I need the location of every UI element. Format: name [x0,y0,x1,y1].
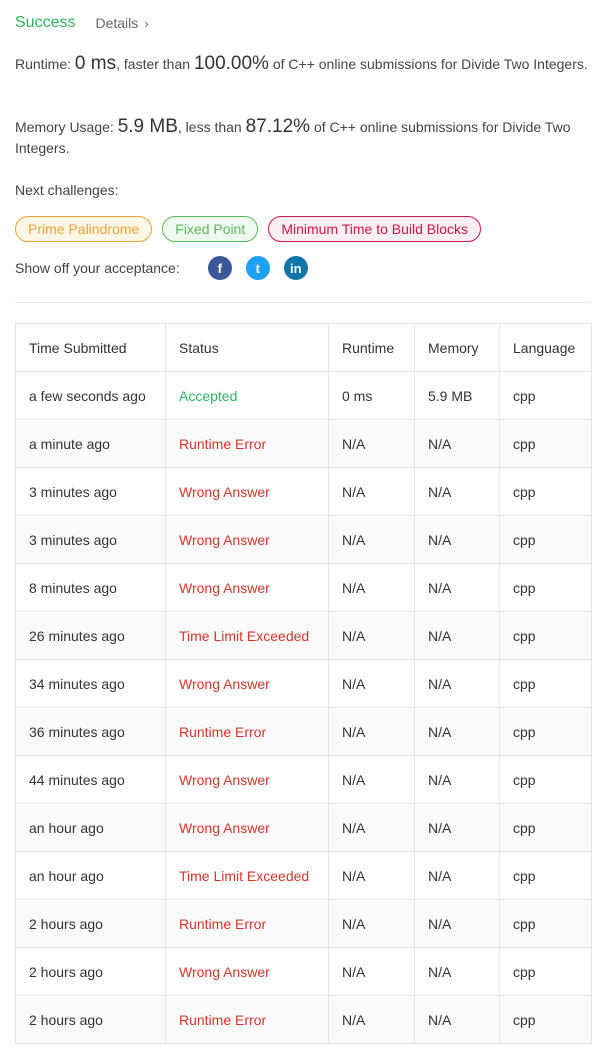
challenge-chip-prime-palindrome[interactable]: Prime Palindrome [15,216,152,242]
success-status: Success [15,14,76,31]
memory-cell: 5.9 MB [415,372,500,420]
language-cell: cpp [500,852,592,900]
runtime-cell: 0 ms [329,372,415,420]
header-language: Language [500,324,592,372]
language-cell: cpp [500,996,592,1044]
status-cell[interactable]: Runtime Error [166,996,329,1044]
share-icons [208,256,308,280]
next-challenges-list [15,216,481,242]
table-row [16,708,592,756]
memory-percent: 87.12% [245,116,311,137]
time-cell: a few seconds ago [16,372,166,420]
next-challenges-label: Next challenges: [15,182,119,198]
table-row [16,900,592,948]
linkedin-icon[interactable]: in [284,256,308,280]
status-cell[interactable]: Time Limit Exceeded [166,852,329,900]
runtime-cell: N/A [329,420,415,468]
status-cell[interactable]: Runtime Error [166,708,329,756]
runtime-tail: of C++ online submissions for Divide Two Integers. [268,56,588,72]
memory-tail: of C++ online submissions for Divide Two Integers. [15,119,571,156]
status-cell[interactable]: Wrong Answer [166,948,329,996]
runtime-cell: N/A [329,564,415,612]
language-cell: cpp [500,468,592,516]
memory-cell: N/A [415,996,500,1044]
table-row [16,804,592,852]
time-cell: 8 minutes ago [16,564,166,612]
time-cell: 2 hours ago [16,948,166,996]
language-cell: cpp [500,756,592,804]
time-cell: 44 minutes ago [16,756,166,804]
divider [15,302,591,303]
memory-cell: N/A [415,516,500,564]
memory-cell: N/A [415,948,500,996]
runtime-cell: N/A [329,468,415,516]
language-cell: cpp [500,612,592,660]
memory-cell: N/A [415,564,500,612]
twitter-icon[interactable]: t [246,256,270,280]
runtime-cell: N/A [329,900,415,948]
share-row [15,256,308,280]
time-cell: a minute ago [16,420,166,468]
time-cell: 36 minutes ago [16,708,166,756]
header-status: Status [166,324,329,372]
result-header [15,10,149,36]
language-cell: cpp [500,948,592,996]
time-cell: 2 hours ago [16,900,166,948]
status-cell[interactable]: Wrong Answer [166,564,329,612]
runtime-cell: N/A [329,804,415,852]
details-label: Details [95,15,139,31]
memory-mid: , less than [177,119,246,135]
challenge-chip-minimum-time[interactable]: Minimum Time to Build Blocks [268,216,481,242]
runtime-cell: N/A [329,660,415,708]
runtime-cell: N/A [329,516,415,564]
memory-cell: N/A [415,804,500,852]
time-cell: an hour ago [16,852,166,900]
time-cell: 2 hours ago [16,996,166,1044]
table-header-row [16,324,592,372]
memory-cell: N/A [415,900,500,948]
memory-cell: N/A [415,660,500,708]
status-cell[interactable]: Wrong Answer [166,660,329,708]
header-time-submitted: Time Submitted [16,324,166,372]
memory-cell: N/A [415,612,500,660]
table-row [16,564,592,612]
table-row [16,612,592,660]
runtime-cell: N/A [329,852,415,900]
time-cell: 34 minutes ago [16,660,166,708]
share-label: Show off your acceptance: [15,260,180,276]
language-cell: cpp [500,900,592,948]
status-cell[interactable]: Wrong Answer [166,756,329,804]
memory-cell: N/A [415,420,500,468]
table-row [16,852,592,900]
facebook-icon[interactable]: f [208,256,232,280]
details-link[interactable] [95,15,148,31]
status-cell[interactable]: Accepted [166,372,329,420]
memory-value: 5.9 MB [117,116,178,137]
header-runtime: Runtime [329,324,415,372]
table-row [16,996,592,1044]
language-cell: cpp [500,804,592,852]
status-cell[interactable]: Wrong Answer [166,804,329,852]
table-row [16,420,592,468]
memory-cell: N/A [415,852,500,900]
memory-cell: N/A [415,468,500,516]
memory-label: Memory Usage: [15,119,118,135]
runtime-stat [15,53,595,75]
runtime-cell: N/A [329,756,415,804]
memory-stat [15,116,595,159]
runtime-cell: N/A [329,996,415,1044]
language-cell: cpp [500,660,592,708]
status-cell[interactable]: Wrong Answer [166,468,329,516]
status-cell[interactable]: Runtime Error [166,900,329,948]
status-cell[interactable]: Wrong Answer [166,516,329,564]
language-cell: cpp [500,564,592,612]
runtime-cell: N/A [329,612,415,660]
table-row [16,372,592,420]
language-cell: cpp [500,708,592,756]
table-row [16,516,592,564]
time-cell: an hour ago [16,804,166,852]
table-row [16,660,592,708]
runtime-cell: N/A [329,948,415,996]
header-memory: Memory [415,324,500,372]
time-cell: 3 minutes ago [16,516,166,564]
runtime-mid: , faster than [116,56,194,72]
challenge-chip-fixed-point[interactable]: Fixed Point [162,216,258,242]
memory-cell: N/A [415,756,500,804]
submissions-table [15,323,592,1044]
time-cell: 3 minutes ago [16,468,166,516]
language-cell: cpp [500,372,592,420]
language-cell: cpp [500,420,592,468]
runtime-cell: N/A [329,708,415,756]
table-row [16,756,592,804]
runtime-value: 0 ms [74,53,117,74]
status-cell[interactable]: Runtime Error [166,420,329,468]
status-cell[interactable]: Time Limit Exceeded [166,612,329,660]
table-row [16,948,592,996]
table-row [16,468,592,516]
time-cell: 26 minutes ago [16,612,166,660]
language-cell: cpp [500,516,592,564]
runtime-label: Runtime: [15,56,75,72]
memory-cell: N/A [415,708,500,756]
chevron-right-icon: › [144,15,149,31]
runtime-percent: 100.00% [193,53,269,74]
